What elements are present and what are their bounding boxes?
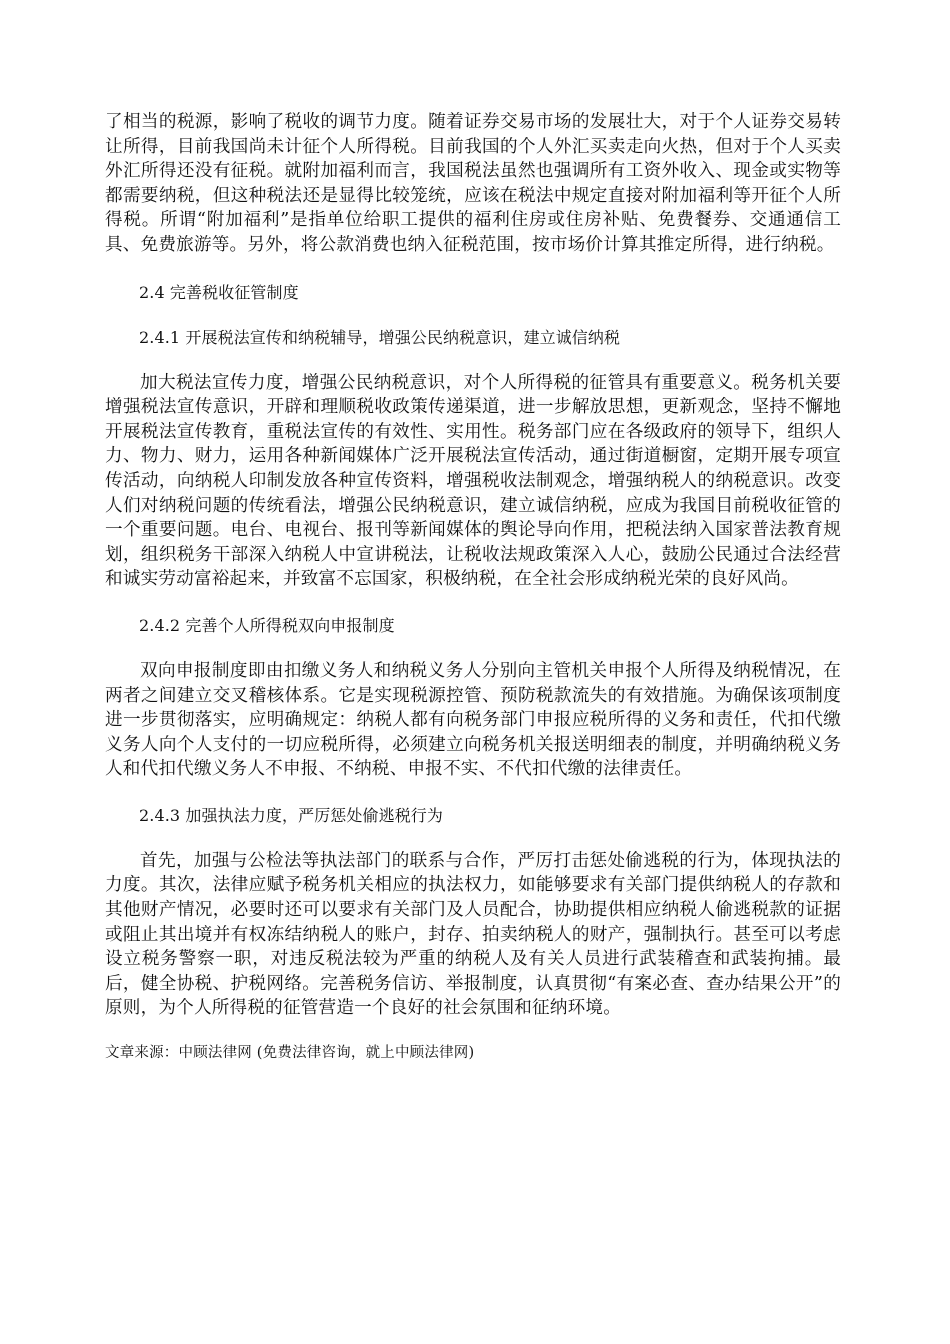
spacer	[105, 305, 841, 326]
section-body-2-4-1: 加大税法宣传力度，增强公民纳税意识，对个人所得税的征管具有重要意义。税务机关要增强税法宣传意识，开辟和理顺税收政策传递渠道，进一步解放思想，更新观念，坚持不懈地开展税法宣传教育，重税法宣传的有效性、实用性。税务部门应在各级政府的领导下，组织人力、物力、财力，运用各种新闻媒体广泛开展税法宣传活动，通过街道橱窗，定期开展专项宣传活动，向纳税人印制发放各种宣传资料，增强税收法制观念，增强纳税人的纳税意识。改变人们对纳税问题的传统看法，增强公民纳税意识，建立诚信纳税，应成为我国目前税收征管的一个重要问题。电台、电视台、报刊等新闻媒体的舆论导向作用，把税法纳入国家普法教育规划，组织税务干部深入纳税人中宣讲税法，让税收法规政策深入人心，鼓励公民通过合法经营和诚实劳动富裕起来，并致富不忘国家，积极纳税，在全社会形成纳税光荣的良好风尚。	[105, 372, 841, 590]
section-body-2-4-3: 首先，加强与公检法等执法部门的联系与合作，严厉打击惩处偷逃税的行为，体现执法的力度。其次，法律应赋予税务机关相应的执法权力，如能够要求有关部门提供纳税人的存款和其他财产情况，必要时还可以要求有关部门及人员配合，协助提供相应纳税人偷逃税款的证据或阻止其出境并有权冻结纳税人的账户，封存、拍卖纳税人的财产，强制执行。甚至可以考虑设立税务警察一职，对违反税法较为严重的纳税人及有关人员进行武装稽查和武装拘捕。最后，健全协税、护税网络。完善税务信访、举报制度，认真贯彻“有案必查、查办结果公开”的原则，为个人所得税的征管营造一个良好的社会氛围和征纳环境。	[105, 850, 841, 1019]
section-heading-2-4-3: 2.4.3 加强执法力度，严厉惩处偷逃税行为	[139, 805, 443, 825]
spacer	[105, 638, 841, 659]
section-body-2-4-2: 双向申报制度即由扣缴义务人和纳税义务人分别向主管机关申报个人所得及纳税情况，在两者之间建立交叉稽核体系。它是实现税源控管、预防税款流失的有效措施。为确保该项制度进一步贯彻落实，应明确规定：纳税人都有向税务部门申报应税所得的义务和责任，代扣代缴义务人向个人支付的一切应税所得，必须建立向税务机关报送明细表的制度，并明确纳税义务人和代扣代缴义务人不申报、不纳税、申报不实、不代扣代缴的法律责任。	[105, 660, 841, 780]
spacer	[105, 828, 841, 849]
spacer	[105, 782, 841, 804]
spacer	[105, 592, 841, 614]
document-page	[105, 110, 841, 1064]
intro-paragraph: 了相当的税源，影响了税收的调节力度。随着证券交易市场的发展壮大，对于个人证券交易转让所得，目前我国尚未计征个人所得税。目前我国的个人外汇买卖走向火热，但对于个人买卖外汇所得还没有征税。就附加福利而言，我国税法虽然也强调所有工资外收入、现金或实物等都需要纳税，但这种税法还是显得比较笼统，应该在税法中规定直接对附加福利等开征个人所得税。所谓“附加福利”是指单位给职工提供的福利住房或住房补贴、免费餐券、交通通信工具、免费旅游等。另外，将公款消费也纳入征税范围，按市场价计算其推定所得，进行纳税。	[105, 112, 841, 255]
section-heading-2-4-1: 2.4.1 开展税法宣传和纳税辅导，增强公民纳税意识，建立诚信纳税	[139, 327, 621, 347]
spacer	[105, 350, 841, 371]
section-heading-2-4-2: 2.4.2 完善个人所得税双向申报制度	[139, 615, 395, 635]
spacer	[105, 258, 841, 281]
section-heading-2-4: 2.4 完善税收征管制度	[139, 282, 299, 302]
spacer	[105, 1021, 841, 1042]
source-line: 文章来源：中顾法律网 (免费法律咨询，就上中顾法律网)	[105, 1045, 475, 1062]
